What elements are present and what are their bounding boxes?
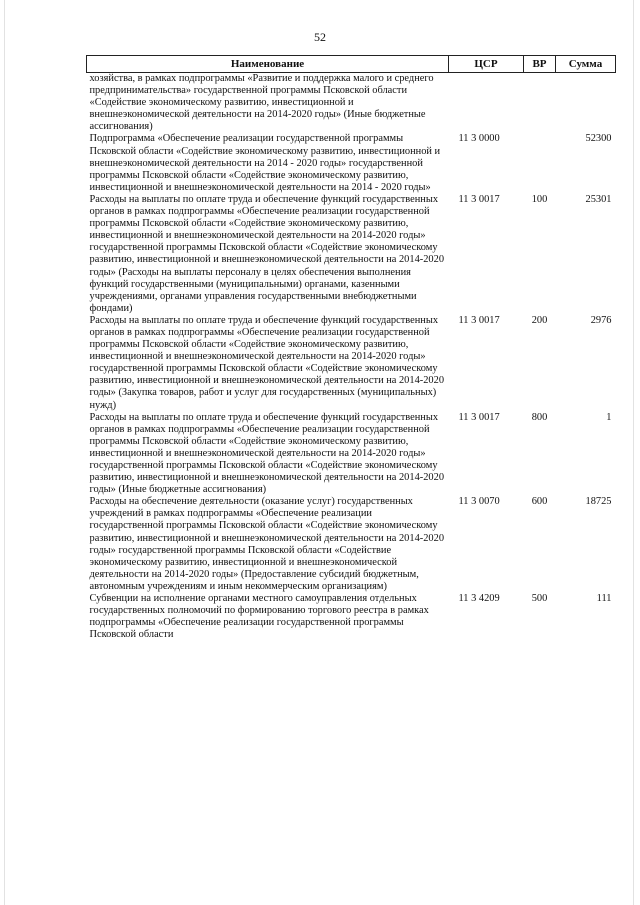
row-csr: 11 3 0000 [458, 133, 500, 145]
row-sum: 111 [596, 593, 612, 605]
row-sum: 52300 [585, 133, 612, 145]
row-csr: 11 3 0017 [458, 193, 500, 205]
row-csr [449, 73, 524, 134]
row-vr: 200 [531, 314, 548, 326]
row-sum: 18725 [585, 496, 612, 508]
header-sum: Сумма [556, 56, 616, 73]
header-vr: ВР [524, 56, 556, 73]
row-name: Расходы на выплаты по оплате труда и обеспечение функций государственных органов в рамках подпрограммы «Обеспечение реализации государственной программы Псковской области «Содействие экономическому развитию, инвестиционной и внешнеэкономической деятельности на 2014-2020 годы» государственной программы Псковской области «Содействие экономическому развитию, инвестиционной и внешнеэкономической деятельности на 2014-2020 годы» (Иные бюджетные ассигнования) [89, 411, 445, 496]
row-vr: 100 [531, 193, 548, 205]
scan-edge-right [633, 0, 634, 905]
row-sum [556, 73, 616, 134]
row-name: Субвенции на исполнение органами местного самоуправления отдельных государственных полномочий по формированию торгового реестра в рамках подпрограммы «Обеспечение реализации государственной программы Псковской области [89, 593, 429, 641]
page-number: 52 [314, 30, 326, 44]
table-header-row [87, 56, 616, 73]
row-sum: 2976 [590, 314, 612, 326]
table-row [87, 133, 616, 193]
scan-edge-left [4, 0, 5, 905]
table-row [87, 73, 616, 134]
row-vr [524, 133, 556, 193]
table-row [87, 194, 616, 315]
table-row [87, 496, 616, 593]
row-vr: 500 [531, 593, 548, 605]
header-name: Наименование [87, 56, 449, 73]
row-vr [524, 73, 556, 134]
budget-table [86, 55, 616, 641]
row-csr: 11 3 0017 [458, 314, 500, 326]
row-name: Расходы на выплаты по оплате труда и обеспечение функций государственных органов в рамках подпрограммы «Обеспечение реализации государственной программы Псковской области «Содействие экономическому развитию, инвестиционной и внешнеэкономической деятельности на 2014-2020 годы» государственной программы Псковской области «Содействие экономическому развитию, инвестиционной и внешнеэкономической деятельности на 2014-2020 годы» (Расходы на выплаты персоналу в целях обеспечения выполнения функций государственными (муниципальными) органами, казенными учреждениями, органами управления государственными внебюджетными фондами) [89, 193, 445, 314]
row-name: Расходы на выплаты по оплате труда и обеспечение функций государственных органов в рамках подпрограммы «Обеспечение реализации государственной программы Псковской области «Содействие экономическому развитию, инвестиционной и внешнеэкономической деятельности на 2014-2020 годы» государственной программы Псковской области «Содействие экономическому развитию, инвестиционной и внешнеэкономической деятельности на 2014-2020 годы» (Закупка товаров, работ и услуг для государственных (муниципальных) нужд) [89, 314, 445, 411]
table-row [87, 412, 616, 497]
row-name: Расходы на обеспечение деятельности (оказание услуг) государственных учреждений в рамках подпрограммы «Обеспечение реализации государственной программы Псковской области «Содействие экономическому развитию, инвестиционной и внешнеэкономической деятельности на 2014-2020 годы» государственной программы Псковской области «Содействие экономическому развитию, инвестиционной и внешнеэкономической деятельности на 2014-2020 годы» (Предоставление субсидий бюджетным, автономным учреждениям и иным некоммерческим организациям) [89, 496, 445, 592]
table-row [87, 315, 616, 412]
row-name: Подпрограмма «Обеспечение реализации государственной программы Псковской области «Содействие экономическому развитию, инвестиционной и внешнеэкономической деятельности на 2014 - 2020 годы» государственной программы Псковской области «Содействие экономическому развитию, инвестиционной и внешнеэкономической деятельности на 2014 - 2020 годы» [89, 133, 441, 193]
row-vr: 800 [531, 411, 548, 423]
row-sum: 25301 [585, 193, 612, 205]
row-name: хозяйства, в рамках подпрограммы «Развитие и поддержка малого и среднего предпринимательства» государственной программы Псковской области «Содействие экономическому развитию, инвестиционной и внешнеэкономической деятельности на 2014-2020 годы» (Иные бюджетные ассигнования) [89, 73, 434, 133]
row-sum: 1 [606, 411, 612, 423]
row-vr: 600 [531, 496, 548, 508]
table-row [87, 593, 616, 641]
row-csr: 11 3 0017 [458, 411, 500, 423]
row-csr: 11 3 4209 [458, 593, 500, 605]
row-csr: 11 3 0070 [458, 496, 500, 508]
header-csr: ЦСР [449, 56, 524, 73]
